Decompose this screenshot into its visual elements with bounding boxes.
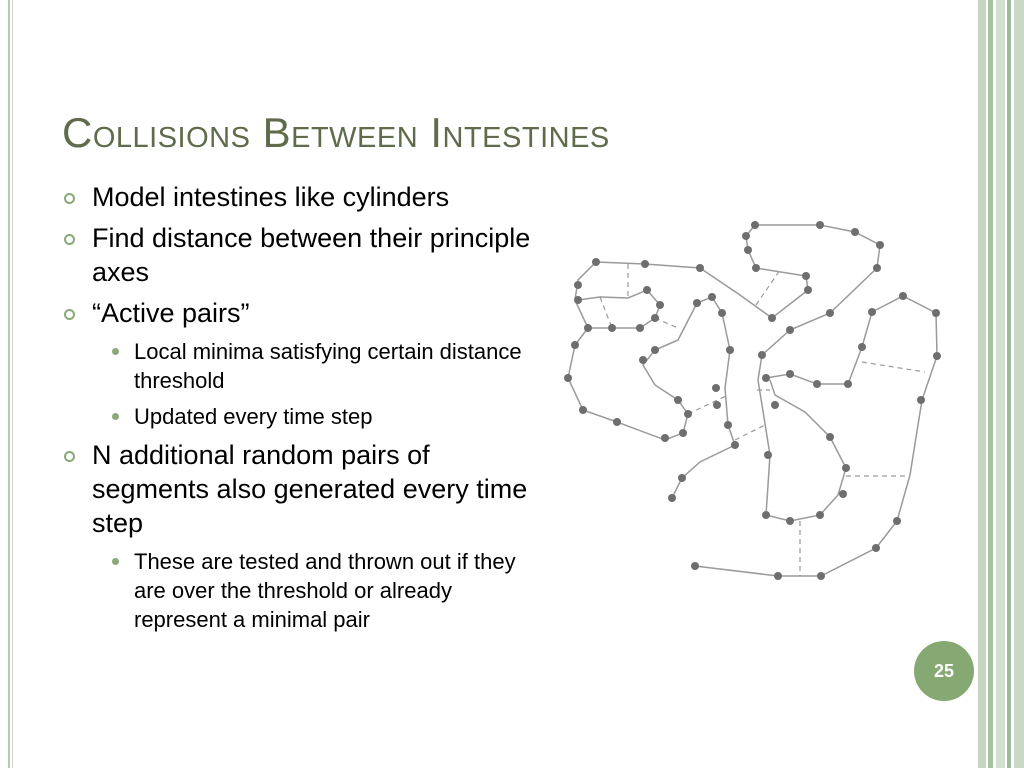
joint-dot (876, 241, 884, 249)
joint-dot (873, 264, 881, 272)
joint-dot (712, 384, 720, 392)
joint-dot (826, 309, 834, 317)
joint-dot (613, 418, 621, 426)
bullet-text: Model intestines like cylinders (92, 182, 450, 212)
joint-dot (678, 474, 686, 482)
bullet-item (62, 180, 540, 214)
joint-dot (641, 260, 649, 268)
joint-dot (933, 352, 941, 360)
bullet-text: N additional random pairs of segments also generated every time step (92, 440, 528, 538)
joint-dot (744, 246, 752, 254)
joint-dot (858, 343, 866, 351)
joint-dot (684, 410, 692, 418)
joint-dot (608, 324, 616, 332)
joint-dot (851, 228, 859, 236)
sub-bullet-text: Local minima satisfying certain distance threshold (134, 339, 522, 393)
joint-dot (844, 380, 852, 388)
joint-dot (651, 314, 659, 322)
bullet-text: “Active pairs” (92, 298, 250, 328)
joint-dot (713, 401, 721, 409)
joint-dot (816, 511, 824, 519)
joint-dot (668, 494, 676, 502)
joint-dot (839, 490, 847, 498)
joint-dot (786, 370, 794, 378)
joint-dot (574, 296, 582, 304)
hollow-circle-bullet-icon (64, 234, 75, 245)
joint-dot (724, 421, 732, 429)
dashed-pair-link (756, 270, 780, 305)
filled-circle-bullet-icon (112, 348, 119, 355)
sub-bullet-item (62, 402, 540, 431)
dashed-pair-link (735, 425, 765, 440)
joint-dot (696, 264, 704, 272)
joint-dot (768, 314, 776, 322)
joint-dot (726, 346, 734, 354)
joint-dot (826, 433, 834, 441)
joint-dot (571, 341, 579, 349)
page-number-badge: 25 (914, 641, 974, 701)
joint-dot (816, 221, 824, 229)
joint-dot (661, 434, 669, 442)
joint-dot (656, 301, 664, 309)
joint-dot (639, 356, 647, 364)
joint-dot (651, 346, 659, 354)
right-decorative-stripes (978, 0, 1024, 768)
joint-dot (771, 401, 779, 409)
intestine-collision-diagram (555, 210, 955, 600)
joint-dot (813, 380, 821, 388)
left-frame-border (0, 0, 13, 768)
joint-dot (708, 293, 716, 301)
intestine-segment-line (596, 225, 880, 521)
joint-dot (592, 258, 600, 266)
joint-dot (693, 299, 701, 307)
sub-bullet-item (62, 337, 540, 395)
joint-dot (679, 429, 687, 437)
intestine-segment-line (575, 262, 660, 328)
joint-dot (899, 292, 907, 300)
segment-joints (564, 221, 941, 580)
sub-bullet-item (62, 547, 540, 634)
joint-dot (584, 324, 592, 332)
joint-dot (762, 374, 770, 382)
joint-dot (751, 221, 759, 229)
joint-dot (817, 572, 825, 580)
bullet-item (62, 438, 540, 540)
joint-dot (786, 326, 794, 334)
bullet-item (62, 296, 540, 330)
joint-dot (868, 308, 876, 316)
joint-dot (731, 441, 739, 449)
joint-dot (636, 324, 644, 332)
dashed-pair-link (600, 297, 612, 328)
filled-circle-bullet-icon (112, 413, 119, 420)
bullet-list (62, 180, 540, 641)
joint-dot (718, 309, 726, 317)
joint-dot (579, 406, 587, 414)
dashed-pair-link (862, 362, 925, 372)
hollow-circle-bullet-icon (64, 451, 75, 462)
joint-dot (752, 264, 760, 272)
bullet-item (62, 221, 540, 289)
sub-bullet-text: These are tested and thrown out if they are over the threshold or already represent a minimal pair (134, 549, 516, 632)
joint-dot (893, 517, 901, 525)
hollow-circle-bullet-icon (64, 193, 75, 204)
joint-dot (574, 281, 582, 289)
joint-dot (643, 286, 651, 294)
joint-dot (758, 351, 766, 359)
joint-dot (917, 396, 925, 404)
joint-dot (802, 272, 810, 280)
hollow-circle-bullet-icon (64, 309, 75, 320)
joint-dot (842, 464, 850, 472)
slide-title: Collisions Between Intestines (62, 109, 610, 156)
joint-dot (762, 511, 770, 519)
intestine-segment-line (568, 297, 735, 498)
joint-dot (674, 396, 682, 404)
joint-dot (742, 232, 750, 240)
joint-dot (804, 286, 812, 294)
joint-dot (786, 517, 794, 525)
joint-dot (872, 544, 880, 552)
filled-circle-bullet-icon (112, 558, 119, 565)
sub-bullet-text: Updated every time step (134, 404, 373, 429)
intestine-segments (568, 225, 937, 576)
joint-dot (691, 562, 699, 570)
joint-dot (932, 309, 940, 317)
joint-dot (774, 572, 782, 580)
bullet-text: Find distance between their principle axes (92, 223, 531, 287)
joint-dot (564, 374, 572, 382)
joint-dot (764, 451, 772, 459)
dashed-pair-link (688, 395, 728, 414)
